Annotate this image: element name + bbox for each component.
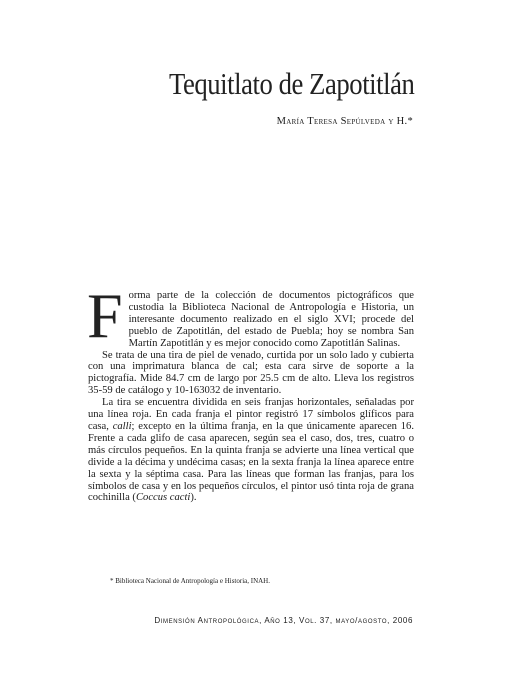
paragraph-1 <box>87 280 414 351</box>
paragraph-3-part-b: ; excepto en la última franja, en la que únicamente aparecen 16. Frente a cada glifo de casa aparecen, según sea el caso, dos, tres, cuatro o más círculos pequeños. En la quinta franja se advierte una línea vertical que divide a la décima y undécima casas; en la sexta franja la línea aparece entre la sexta y la séptima casa. Para las líneas que forman las franjas, para los símbolos de casa y en los pequeños círculos, el pintor usó tinta roja de grana cochinilla ( <box>88 420 414 504</box>
footnote: * Biblioteca Nacional de Antropología e Historia, INAH. <box>110 577 270 585</box>
article-author: María Teresa Sepúlveda y H.* <box>276 116 413 127</box>
calli-term: calli <box>112 420 132 432</box>
article-title: Tequitlato de Zapotitlán <box>168 66 414 101</box>
paragraph-2: Se trata de una tira de piel de venado, curtida por un solo lado y cubierta con una imprimatura blanca de cal; esta cara sirve de soporte a la pictografía. Mide 84.7 cm de largo por 25.5 cm de alto. Lleva los registros 35-59 de catálogo y 10-163032 de inventario. <box>88 349 414 397</box>
paragraph-1-text: orma parte de la colección de documentos pictográficos que custodia la Biblioteca Nacional de Antropología e Historia, un interesante documento realizado en el siglo XVI; procede del pueblo de Zapotitlán, del estado de Puebla; hoy se nombra San Martín Zapotitlán y es mejor conocido como Zapotitlán Salinas. <box>128 290 414 349</box>
paragraph-3-part-c: ). <box>190 492 197 504</box>
article-body <box>87 280 414 504</box>
paragraph-3-part-a: La tira se encuentra dividida en seis franjas horizontales, señaladas por una línea roja. En cada franja el pintor registró 17 símbolos glíficos para casa, <box>88 397 414 432</box>
paragraph-3 <box>88 397 414 504</box>
drop-cap: F <box>87 280 123 351</box>
journal-footer: Dimensión Antropológica, Año 13, Vol. 37, mayo/agosto, 2006 <box>154 616 413 625</box>
coccus-term: Coccus cacti <box>135 492 191 504</box>
